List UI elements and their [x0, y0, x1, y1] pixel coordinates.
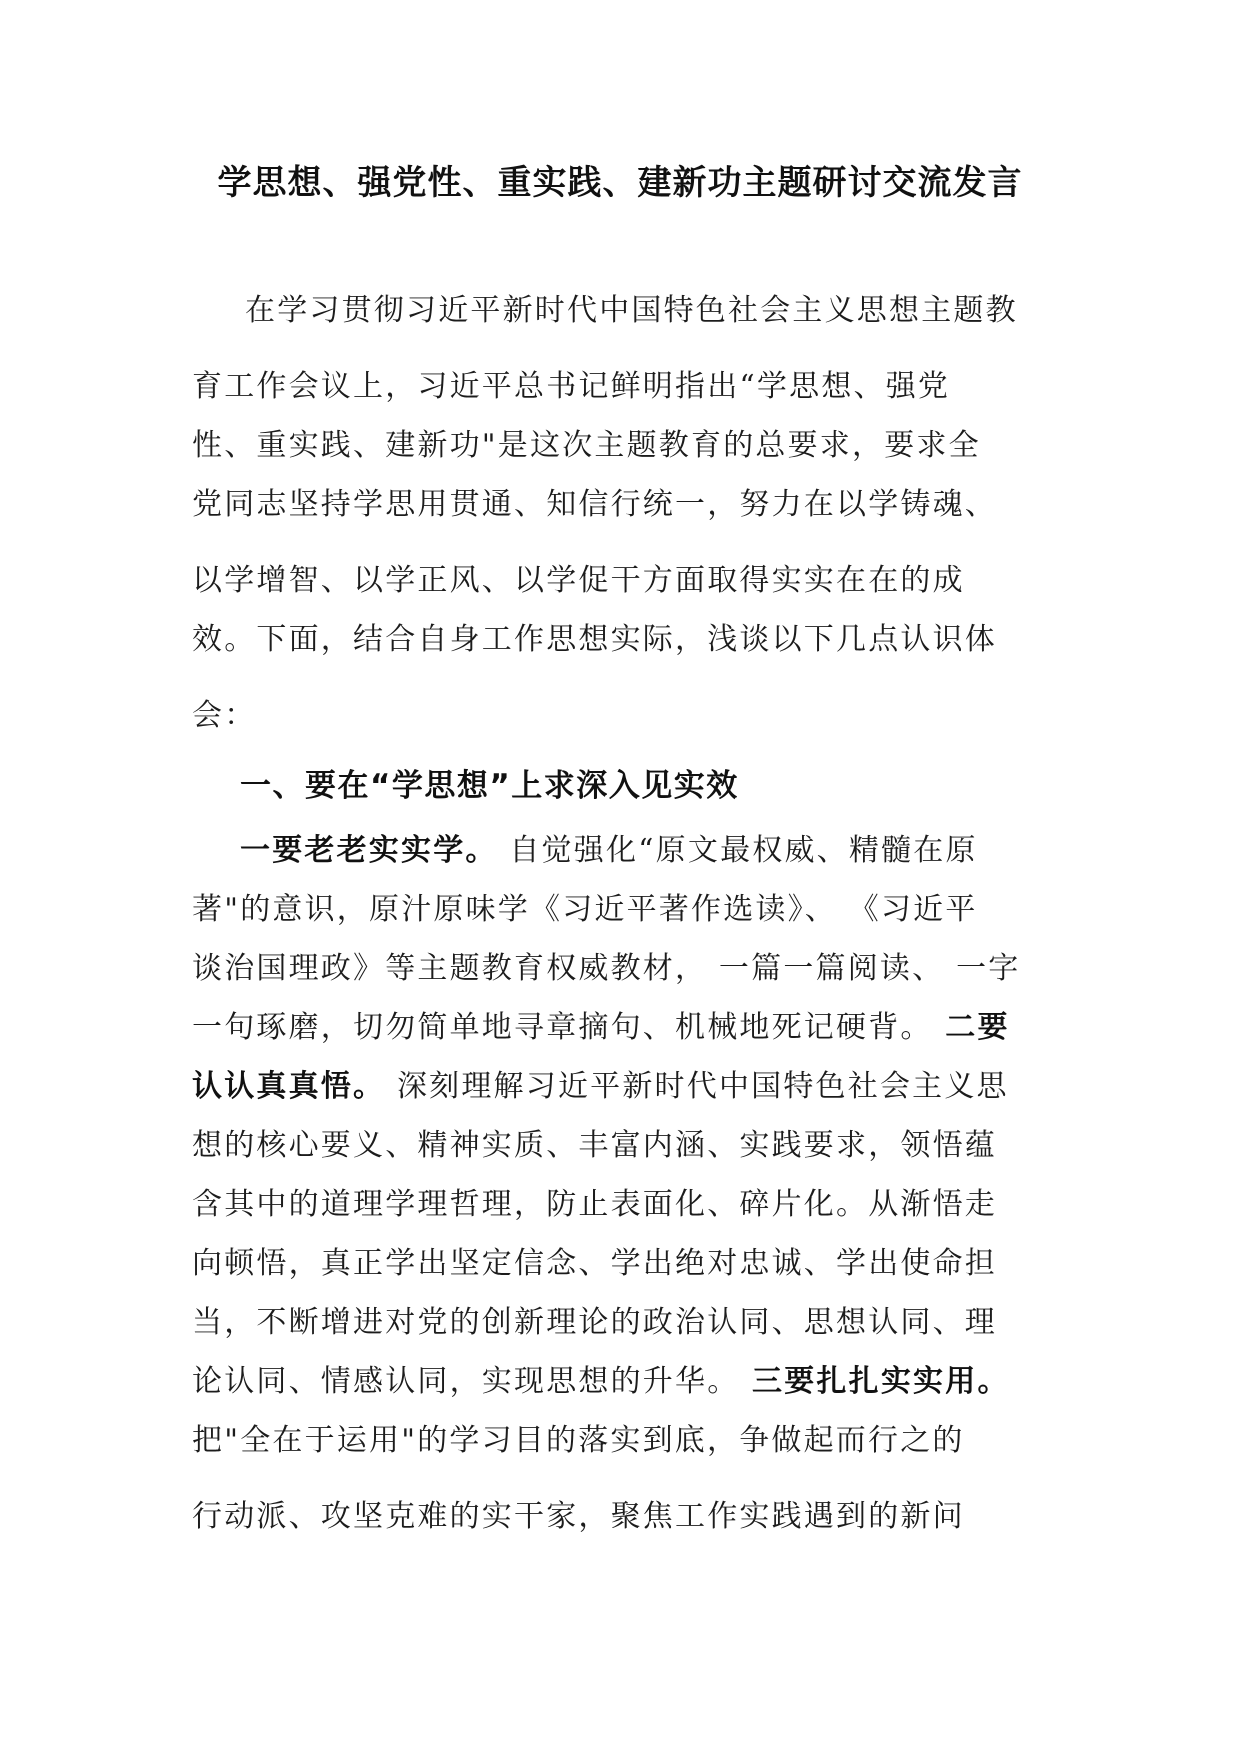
body-line-2: 著"的意识，原汁原味学《习近平著作选读》、 《习近平	[192, 892, 978, 927]
body-line-10	[192, 1356, 1010, 1400]
section-heading: 一、要在“学思想”上求深入见实效	[240, 768, 739, 804]
body-line-8: 向顿悟，真正学出坚定信念、学出绝对忠诚、学出使命担	[192, 1246, 997, 1281]
intro-line-6: 效。下面，结合自身工作思想实际，浅谈以下几点认识体	[192, 622, 997, 657]
intro-line-4: 党同志坚持学思用贯通、知信行统一，努力在以学铸魂、	[192, 487, 997, 522]
body-line-3: 谈治国理政》等主题教育权威教材， 一篇一篇阅读、 一字	[192, 951, 1021, 986]
body-line-12: 行动派、攻坚克难的实干家，聚焦工作实践遇到的新问	[192, 1499, 965, 1534]
body-line-11: 把"全在于运用"的学习目的落实到底，争做起而行之的	[192, 1423, 965, 1458]
body-line-4-text: 一句琢磨，切勿简单地寻章摘句、机械地死记硬背。	[192, 1010, 933, 1045]
point-three-label: 三要扎扎实实用。	[739, 1364, 1010, 1399]
intro-line-1: 在学习贯彻习近平新时代中国特色社会主义思想主题教	[245, 293, 1018, 328]
body-line-5	[192, 1061, 1009, 1105]
body-line-6: 想的核心要义、精神实质、丰富内涵、实践要求，领悟蕴	[192, 1128, 997, 1163]
body-line-10-text: 论认同、情感认同，实现思想的升华。	[192, 1364, 740, 1399]
body-line-7: 含其中的道理学理哲理，防止表面化、碎片化。从渐悟走	[192, 1187, 997, 1222]
intro-line-5: 以学增智、以学正风、以学促干方面取得实实在在的成	[192, 563, 965, 598]
body-line-1	[240, 825, 978, 869]
intro-line-7: 会：	[192, 698, 257, 733]
body-line-5-text: 深刻理解习近平新时代中国特色社会主义思	[385, 1069, 1009, 1104]
point-one-label: 一要老老实实学。	[240, 833, 498, 868]
body-line-1-text: 自觉强化“原文最权威、精髓在原	[497, 833, 978, 868]
body-line-4	[192, 1002, 1010, 1046]
intro-line-3: 性、重实践、建新功"是这次主题教育的总要求，要求全	[192, 428, 981, 463]
intro-line-2: 育工作会议上，习近平总书记鲜明指出“学思想、强党	[192, 369, 951, 404]
body-line-9: 当，不断增进对党的创新理论的政治认同、思想认同、理	[192, 1305, 997, 1340]
point-two-label-start: 二要	[932, 1010, 1010, 1045]
page-title: 学思想、强党性、重实践、建新功主题研讨交流发言	[217, 163, 1023, 203]
point-two-label-end: 认认真真悟。	[192, 1069, 386, 1104]
